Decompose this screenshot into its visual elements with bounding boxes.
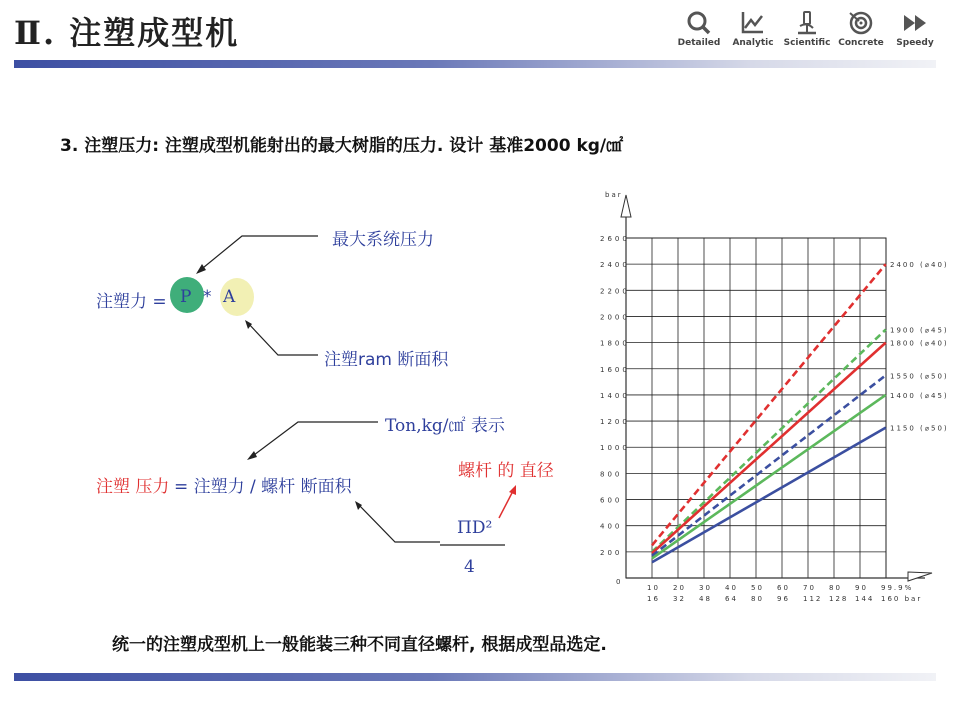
x-tick-label-secondary: 96 bbox=[777, 595, 790, 603]
nav-item-scientific[interactable] bbox=[780, 8, 834, 48]
p-label: P bbox=[180, 287, 192, 307]
chart-series bbox=[652, 264, 886, 562]
y-tick-label: 1000 bbox=[600, 444, 630, 453]
nav-label: Concrete bbox=[838, 38, 884, 48]
x-axis-arrow bbox=[908, 572, 932, 581]
page-title: Ⅱ. 注塑成型机 bbox=[14, 14, 240, 52]
x-tick-label: 99.9% bbox=[881, 584, 914, 592]
arrow-fraction bbox=[357, 503, 440, 542]
arrow-diameter bbox=[499, 491, 513, 518]
x-tick-label-secondary: 32 bbox=[673, 595, 686, 603]
y-tick-label: 2600 bbox=[600, 235, 630, 243]
arrowhead bbox=[355, 501, 362, 510]
y-tick-label: 1600 bbox=[600, 365, 630, 374]
x-tick-label: 70 bbox=[803, 584, 816, 592]
arrowhead bbox=[247, 451, 257, 460]
x-tick-label: 90 bbox=[855, 584, 868, 592]
y-tick-label: 2000 bbox=[600, 313, 630, 322]
nav-label: Scientific bbox=[783, 38, 831, 48]
y-tick-label: 2400 bbox=[600, 261, 630, 270]
arrow-ram-area bbox=[247, 322, 318, 355]
nav-label: Analytic bbox=[732, 38, 774, 48]
x-tick-label-secondary: 64 bbox=[725, 595, 738, 603]
a-label: A bbox=[223, 287, 236, 307]
fraction-denominator: 4 bbox=[464, 557, 475, 577]
series-label: 1550 (⌀50) bbox=[890, 372, 949, 381]
arrow-ton bbox=[250, 422, 378, 458]
pi-d-squared: ΠD² bbox=[457, 518, 493, 538]
ram-area-label: 注塑ram 断面积 bbox=[324, 350, 449, 370]
footer-divider bbox=[14, 673, 936, 681]
x-tick-label: 40 bbox=[725, 584, 738, 592]
max-pressure-label: 最大系统压力 bbox=[332, 230, 434, 250]
x-origin-label: 0 bbox=[616, 578, 621, 586]
headline: 3. 注塑压力: 注塑成型机能射出的最大树脂的压力. 设计 基准2000 kg/㎠ bbox=[60, 136, 624, 156]
arrowhead bbox=[509, 485, 516, 495]
x-tick-label: 60 bbox=[777, 584, 790, 592]
search-icon bbox=[685, 10, 713, 36]
nav-item-concrete[interactable] bbox=[834, 8, 888, 48]
x-tick-label-secondary: 160 bar bbox=[881, 595, 923, 603]
x-tick-label-secondary: 144 bbox=[855, 595, 875, 603]
nav-label: Speedy bbox=[896, 38, 934, 48]
chart-grid bbox=[626, 238, 886, 578]
nav-item-detailed[interactable] bbox=[672, 8, 726, 48]
pressure-chart bbox=[590, 185, 949, 610]
x-tick-label: 50 bbox=[751, 584, 764, 592]
arrowhead bbox=[245, 320, 252, 329]
nav-bar bbox=[672, 8, 942, 56]
nav-item-analytic[interactable] bbox=[726, 8, 780, 48]
arrowhead bbox=[196, 264, 206, 274]
y-tick-label: 200 bbox=[600, 548, 623, 557]
screw-diameter-label: 螺杆 的 直径 bbox=[458, 461, 554, 481]
x-tick-label: 80 bbox=[829, 584, 842, 592]
x-tick-label-secondary: 112 bbox=[803, 595, 823, 603]
footer-note: 统一的注塑成型机上一般能装三种不同直径螺杆, 根据成型品选定. bbox=[112, 635, 607, 655]
multiply-sign: * bbox=[203, 287, 212, 307]
microscope-icon bbox=[793, 10, 821, 36]
y-tick-label: 800 bbox=[600, 470, 623, 479]
chart-axes bbox=[605, 191, 932, 586]
series-label: 1150 (⌀50) bbox=[890, 424, 949, 433]
x-tick-label: 10 bbox=[647, 584, 660, 592]
y-tick-label: 1200 bbox=[600, 418, 630, 427]
x-tick-label-secondary: 80 bbox=[751, 595, 764, 603]
series-line bbox=[652, 375, 886, 555]
line-chart-icon bbox=[739, 10, 767, 36]
y-tick-label: 600 bbox=[600, 496, 623, 505]
fast-forward-icon bbox=[901, 10, 929, 36]
pressure-formula: = 注塑力 / 螺杆 断面积 bbox=[174, 477, 352, 497]
y-unit-label: bar bbox=[605, 191, 623, 199]
target-icon bbox=[847, 10, 875, 36]
y-tick-label: 2200 bbox=[600, 287, 630, 296]
arrow-max-pressure bbox=[198, 236, 318, 272]
series-line bbox=[652, 395, 886, 558]
series-label: 2400 (⌀40) bbox=[890, 261, 949, 270]
x-tick-label: 20 bbox=[673, 584, 686, 592]
x-tick-label-secondary: 128 bbox=[829, 595, 849, 603]
series-line bbox=[652, 330, 886, 552]
pressure-label: 注塑 压力 bbox=[96, 477, 170, 497]
x-tick-label: 30 bbox=[699, 584, 712, 592]
series-line bbox=[652, 264, 886, 545]
ton-label: Ton,kg/㎠ 表示 bbox=[385, 416, 505, 436]
series-label: 1400 (⌀45) bbox=[890, 391, 949, 400]
force-label: 注塑力 = bbox=[96, 292, 167, 312]
y-tick-label: 400 bbox=[600, 522, 623, 531]
series-label: 1900 (⌀45) bbox=[890, 326, 949, 335]
nav-label: Detailed bbox=[677, 38, 721, 48]
x-tick-label-secondary: 16 bbox=[647, 595, 660, 603]
series-label: 1800 (⌀40) bbox=[890, 339, 949, 348]
x-tick-label-secondary: 48 bbox=[699, 595, 712, 603]
y-tick-label: 1800 bbox=[600, 339, 630, 348]
nav-item-speedy[interactable] bbox=[888, 8, 942, 48]
y-tick-label: 1400 bbox=[600, 391, 630, 400]
